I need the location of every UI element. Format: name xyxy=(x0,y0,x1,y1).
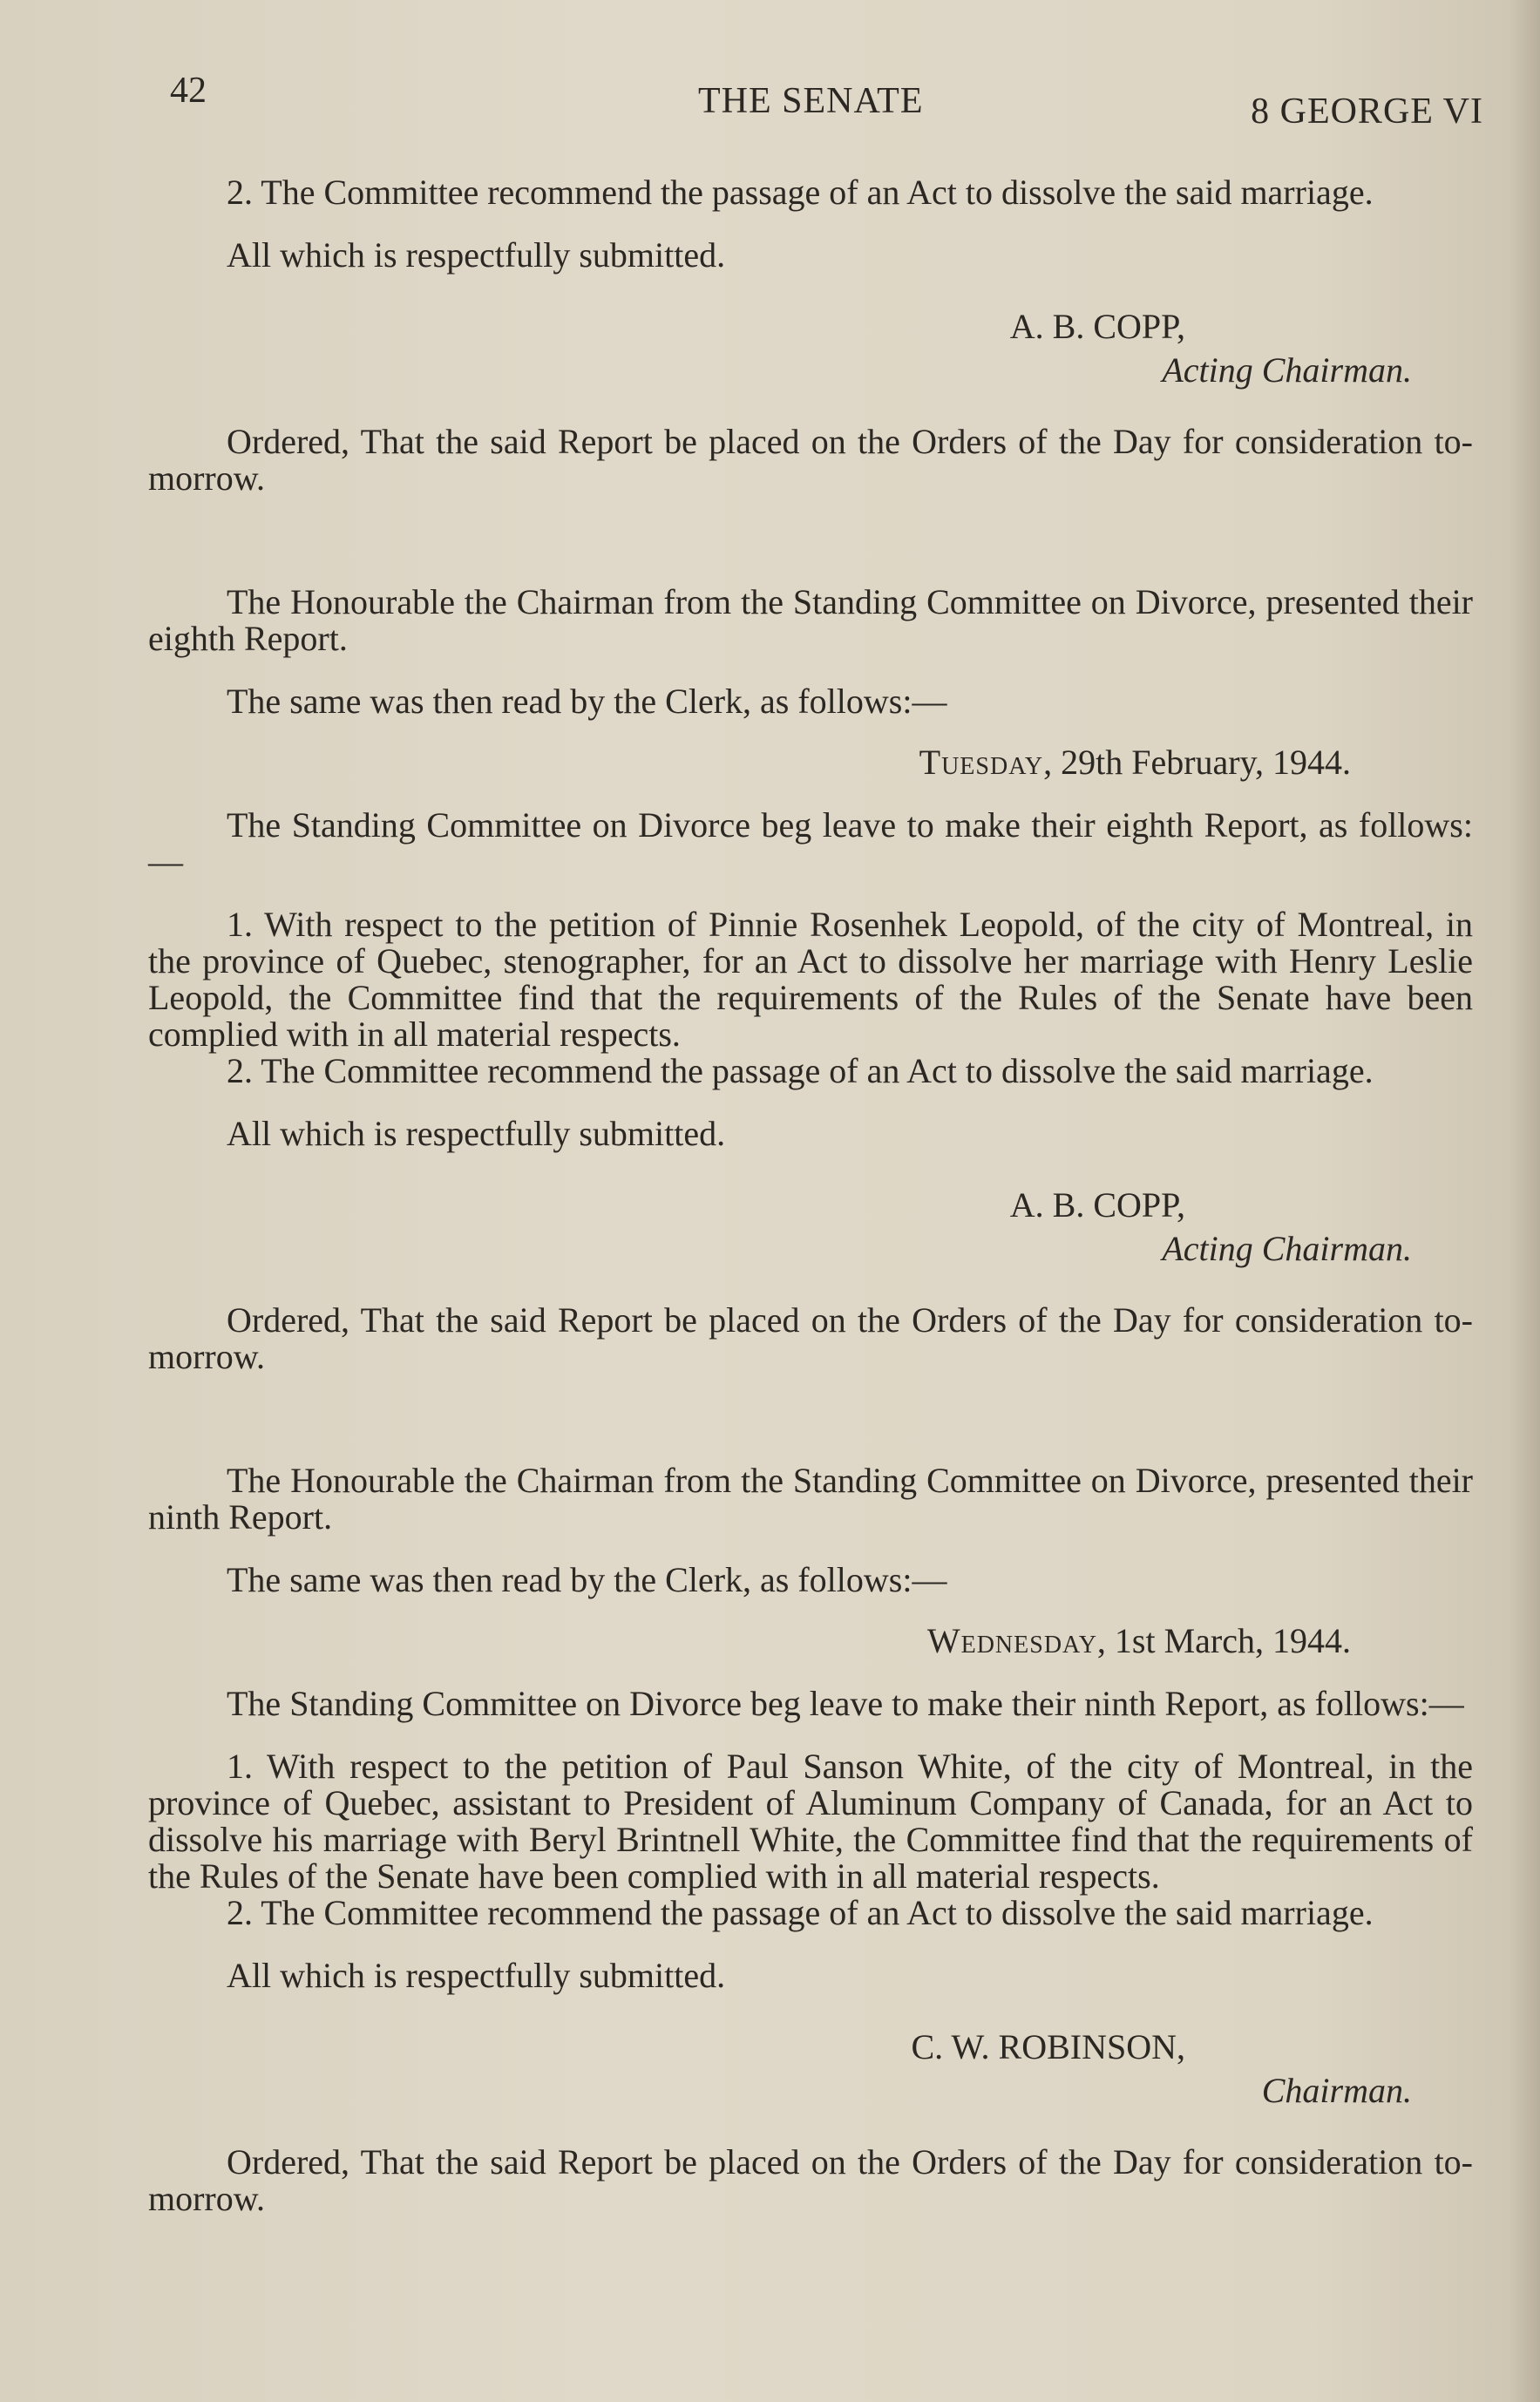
recommendation-paragraph: 2. The Committee recommend the passage of an Act to dissolve the said marriage. xyxy=(227,1893,1374,1932)
submitted-line: All which is respectfully submitted. xyxy=(227,235,726,275)
report-dateline xyxy=(148,1623,1473,1659)
signatory-name: A. B. COPP, xyxy=(1009,307,1185,346)
recommendation-paragraph: 2. The Committee recommend the passage of an Act to dissolve the said marriage. xyxy=(227,1051,1374,1090)
page-number: 42 xyxy=(170,71,207,111)
order-paragraph: Ordered, That the said Report be placed on the Orders of the Day for consideration to-morrow. xyxy=(148,2142,1473,2218)
order-paragraph: Ordered, That the said Report be placed on the Orders of the Day for consideration to-morrow. xyxy=(148,422,1473,498)
running-title: THE SENATE xyxy=(698,81,924,121)
signatory-name: C. W. ROBINSON, xyxy=(911,2027,1185,2066)
report-intro-paragraph: The Standing Committee on Divorce beg leave to make their ninth Report, as follows:— xyxy=(227,1684,1464,1723)
recommendation-paragraph: 2. The Committee recommend the passage of an Act to dissolve the said marriage. xyxy=(227,173,1374,212)
petition-paragraph: 1. With respect to the petition of Pinnie Rosenhek Leopold, of the city of Montreal, in the province of Quebec, stenographer, for an Act to dissolve her marriage with Henry Leslie Leopold, the Committee find that the requirements of the Rules of the Senate have been complied with in all material respects. xyxy=(148,905,1473,1054)
read-by-clerk-line: The same was then read by the Clerk, as follows:— xyxy=(227,1560,947,1599)
report-block-eighth xyxy=(148,584,1473,1375)
dateline-date: , 1st March, 1944. xyxy=(1096,1621,1351,1660)
read-by-clerk-line: The same was then read by the Clerk, as follows:— xyxy=(227,682,947,721)
signatory-title: Chairman. xyxy=(1261,2071,1412,2110)
presentation-paragraph: The Honourable the Chairman from the Standing Committee on Divorce, presented their eighth Report. xyxy=(148,582,1473,658)
page-header xyxy=(161,70,1483,131)
submitted-line: All which is respectfully submitted. xyxy=(227,1956,726,1995)
petition-paragraph: 1. With respect to the petition of Paul Sanson White, of the city of Montreal, in the province of Quebec, assistant to President of Aluminum Company of Canada, for an Act to dissolve his marriage with Beryl Brintnell White, the Committee find that the requirements of the Rules of the Senate have been complied with in all material respects. xyxy=(148,1747,1473,1896)
page-body xyxy=(148,174,1473,2217)
signatory-name: A. B. COPP, xyxy=(1009,1185,1185,1225)
report-block-ninth xyxy=(148,1462,1473,2217)
dateline-day: Wednesday xyxy=(926,1621,1097,1660)
report-block-seventh xyxy=(148,174,1473,497)
order-paragraph: Ordered, That the said Report be placed on the Orders of the Day for consideration to-morrow. xyxy=(148,1300,1473,1376)
report-dateline xyxy=(148,744,1473,781)
dateline-date: , 29th February, 1944. xyxy=(1043,743,1351,782)
signatory-title: Acting Chairman. xyxy=(1162,1229,1412,1268)
submitted-line: All which is respectfully submitted. xyxy=(227,1114,726,1153)
regnal-year: 8 GEORGE VI xyxy=(1251,92,1483,132)
dateline-day: Tuesday xyxy=(919,743,1044,782)
report-intro-paragraph: The Standing Committee on Divorce beg leave to make their eighth Report, as follows:— xyxy=(148,805,1473,881)
presentation-paragraph: The Honourable the Chairman from the Standing Committee on Divorce, presented their ninth Report. xyxy=(148,1461,1473,1537)
signatory-title: Acting Chairman. xyxy=(1162,350,1412,390)
